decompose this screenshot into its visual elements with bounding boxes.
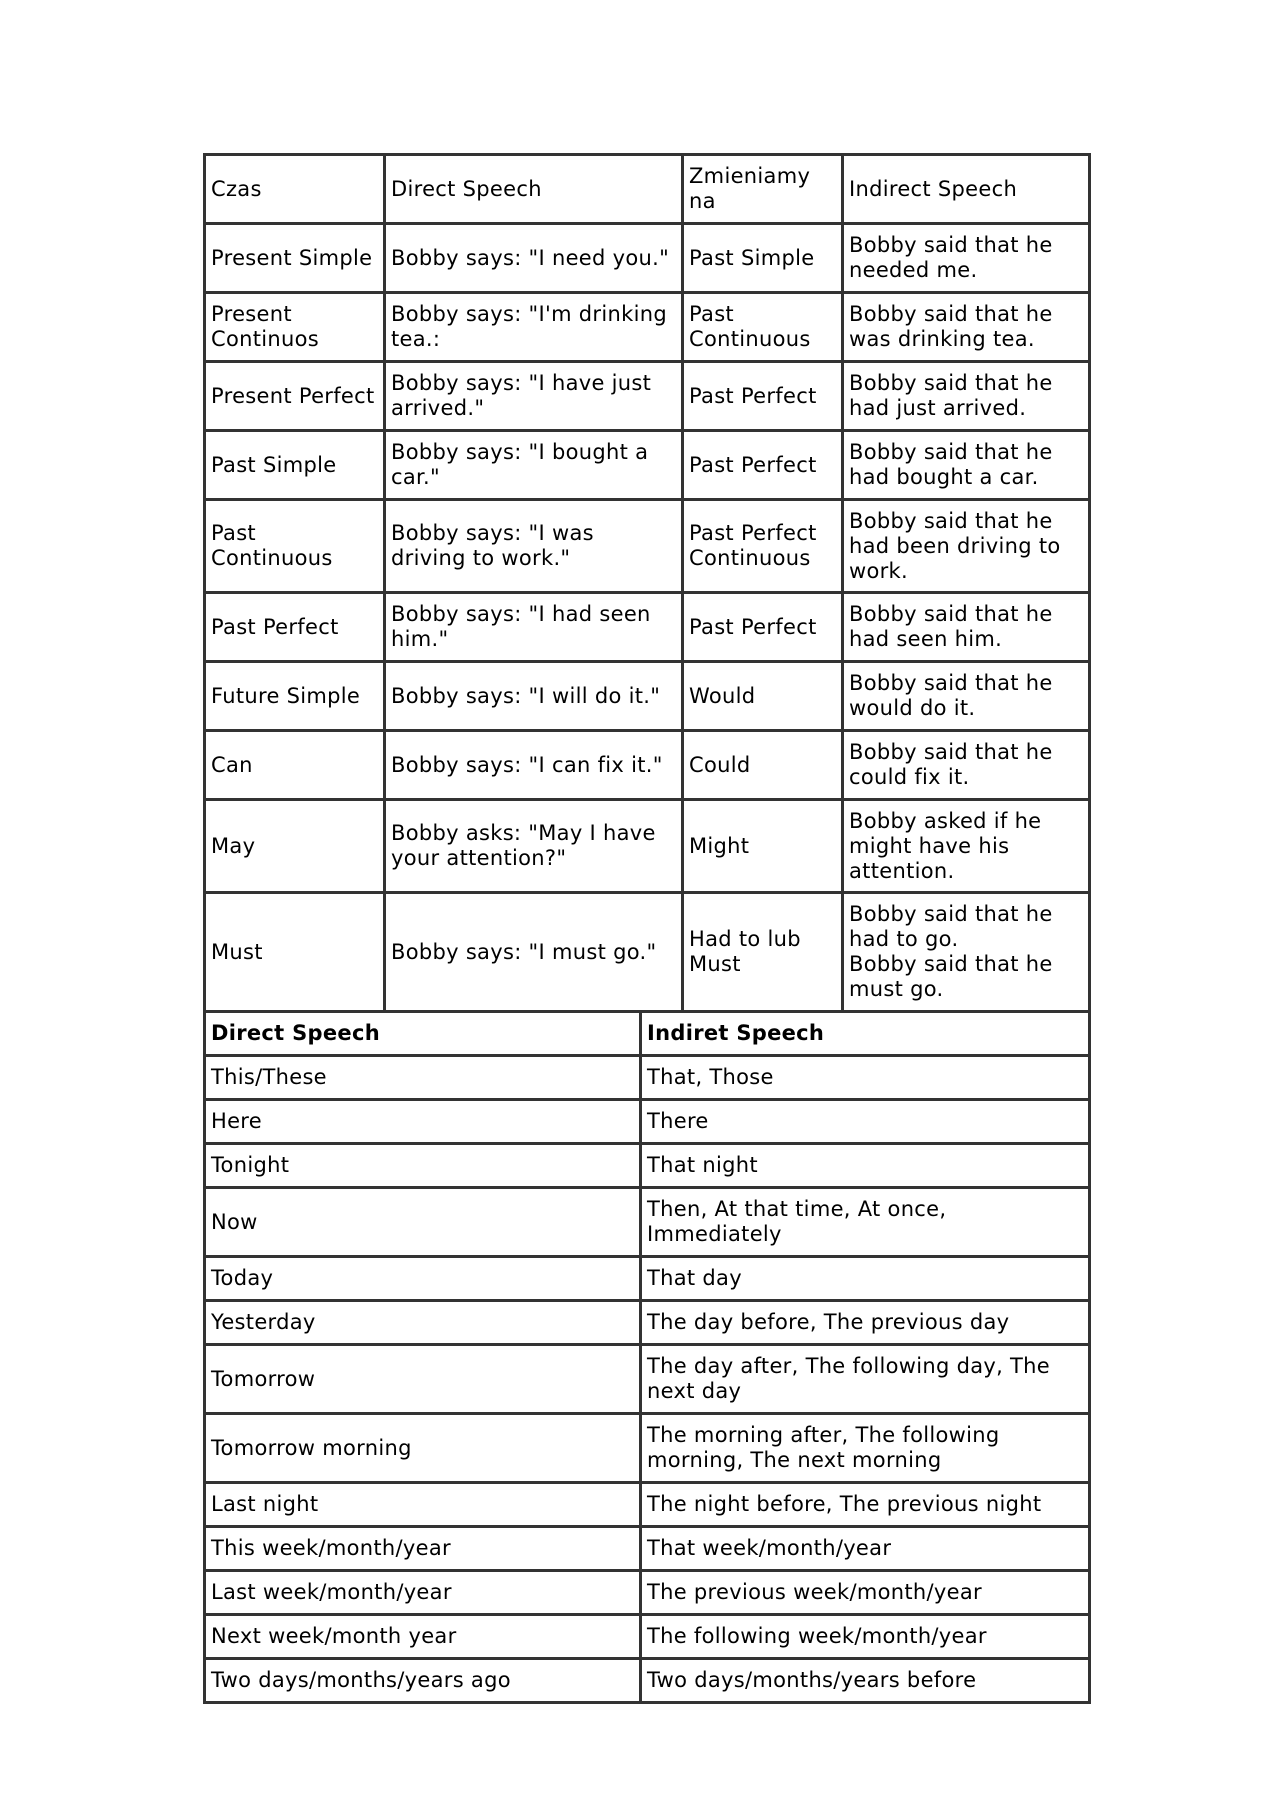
change-cell: Had to lub Must <box>683 893 843 1012</box>
table-row <box>205 1345 1090 1414</box>
indirect-cell: Bobby said that he needed me. <box>843 224 1090 293</box>
direct-cell: Tonight <box>205 1144 641 1188</box>
header-czas: Czas <box>205 155 385 224</box>
tense-cell: Can <box>205 731 385 800</box>
table-row <box>205 1571 1090 1615</box>
tense-cell: Past Continuous <box>205 500 385 593</box>
change-cell: Past Perfect <box>683 593 843 662</box>
table-row <box>205 662 1090 731</box>
indirect-cell: That day <box>641 1257 1090 1301</box>
change-cell: Past Perfect <box>683 362 843 431</box>
indirect-cell: Bobby said that he was drinking tea. <box>843 293 1090 362</box>
indirect-cell: There <box>641 1100 1090 1144</box>
indirect-cell: Bobby said that he had just arrived. <box>843 362 1090 431</box>
tense-cell: Past Simple <box>205 431 385 500</box>
direct-cell: Bobby says: "I'm drinking tea.: <box>385 293 683 362</box>
change-cell: Past Simple <box>683 224 843 293</box>
indirect-cell: The morning after, The following morning, The next morning <box>641 1414 1090 1483</box>
direct-cell: Bobby says: "I must go." <box>385 893 683 1012</box>
table-row <box>205 1056 1090 1100</box>
direct-cell: Next week/month year <box>205 1615 641 1659</box>
direct-cell: Tomorrow morning <box>205 1414 641 1483</box>
change-cell: Could <box>683 731 843 800</box>
table-row <box>205 1527 1090 1571</box>
indirect-cell: The day before, The previous day <box>641 1301 1090 1345</box>
direct-cell: Bobby says: "I have just arrived." <box>385 362 683 431</box>
indirect-cell: Bobby said that he had been driving to work. <box>843 500 1090 593</box>
direct-cell: Tomorrow <box>205 1345 641 1414</box>
tense-cell: Future Simple <box>205 662 385 731</box>
header-indirect-speech: Indiret Speech <box>641 1012 1090 1056</box>
table-row <box>205 500 1090 593</box>
indirect-cell: That, Those <box>641 1056 1090 1100</box>
direct-cell: Bobby says: "I bought a car." <box>385 431 683 500</box>
direct-cell: Bobby says: "I need you." <box>385 224 683 293</box>
change-cell: Past Perfect Continuous <box>683 500 843 593</box>
change-cell: Might <box>683 800 843 893</box>
change-cell: Past Continuous <box>683 293 843 362</box>
indirect-cell: The day after, The following day, The next day <box>641 1345 1090 1414</box>
indirect-cell: Bobby said that he would do it. <box>843 662 1090 731</box>
direct-cell: This week/month/year <box>205 1527 641 1571</box>
indirect-cell: Then, At that time, At once, Immediately <box>641 1188 1090 1257</box>
indirect-cell: Bobby said that he had to go. Bobby said that he must go. <box>843 893 1090 1012</box>
table-row <box>205 1414 1090 1483</box>
tense-cell: Past Perfect <box>205 593 385 662</box>
table-header-row <box>205 1012 1090 1056</box>
direct-cell: Last week/month/year <box>205 1571 641 1615</box>
table-row <box>205 224 1090 293</box>
direct-cell: Now <box>205 1188 641 1257</box>
direct-cell: Bobby says: "I was driving to work." <box>385 500 683 593</box>
direct-cell: Last night <box>205 1483 641 1527</box>
indirect-cell: Bobby said that he had seen him. <box>843 593 1090 662</box>
indirect-cell: Two days/months/years before <box>641 1659 1090 1703</box>
direct-cell: Bobby asks: "May I have your attention?" <box>385 800 683 893</box>
table-row <box>205 293 1090 362</box>
direct-cell: Here <box>205 1100 641 1144</box>
tense-cell: Present Perfect <box>205 362 385 431</box>
direct-cell: Two days/months/years ago <box>205 1659 641 1703</box>
header-indirect-speech: Indirect Speech <box>843 155 1090 224</box>
tense-change-table <box>203 153 1091 1013</box>
table-row <box>205 893 1090 1012</box>
direct-cell: This/These <box>205 1056 641 1100</box>
header-direct-speech: Direct Speech <box>205 1012 641 1056</box>
header-zmieniamy-na: Zmieniamy na <box>683 155 843 224</box>
direct-cell: Yesterday <box>205 1301 641 1345</box>
table-header-row <box>205 155 1090 224</box>
indirect-cell: The previous week/month/year <box>641 1571 1090 1615</box>
tense-cell: Present Continuos <box>205 293 385 362</box>
tense-cell: Must <box>205 893 385 1012</box>
indirect-cell: That night <box>641 1144 1090 1188</box>
table-row <box>205 593 1090 662</box>
indirect-cell: Bobby said that he had bought a car. <box>843 431 1090 500</box>
direct-cell: Today <box>205 1257 641 1301</box>
table-row <box>205 1301 1090 1345</box>
direct-cell: Bobby says: "I had seen him." <box>385 593 683 662</box>
table-row <box>205 1659 1090 1703</box>
table-row <box>205 1257 1090 1301</box>
tense-cell: Present Simple <box>205 224 385 293</box>
table-row <box>205 431 1090 500</box>
table-row <box>205 1188 1090 1257</box>
change-cell: Past Perfect <box>683 431 843 500</box>
indirect-cell: Bobby asked if he might have his attention. <box>843 800 1090 893</box>
direct-cell: Bobby says: "I can fix it." <box>385 731 683 800</box>
indirect-cell: Bobby said that he could fix it. <box>843 731 1090 800</box>
tense-cell: May <box>205 800 385 893</box>
indirect-cell: That week/month/year <box>641 1527 1090 1571</box>
table-row <box>205 1483 1090 1527</box>
table-row <box>205 1144 1090 1188</box>
header-direct-speech: Direct Speech <box>385 155 683 224</box>
table-row <box>205 1100 1090 1144</box>
time-expressions-table <box>203 1010 1091 1704</box>
change-cell: Would <box>683 662 843 731</box>
table-row <box>205 362 1090 431</box>
indirect-cell: The following week/month/year <box>641 1615 1090 1659</box>
direct-cell: Bobby says: "I will do it." <box>385 662 683 731</box>
indirect-cell: The night before, The previous night <box>641 1483 1090 1527</box>
table-row <box>205 1615 1090 1659</box>
table-row <box>205 731 1090 800</box>
table-row <box>205 800 1090 893</box>
document-page <box>203 153 1088 1704</box>
